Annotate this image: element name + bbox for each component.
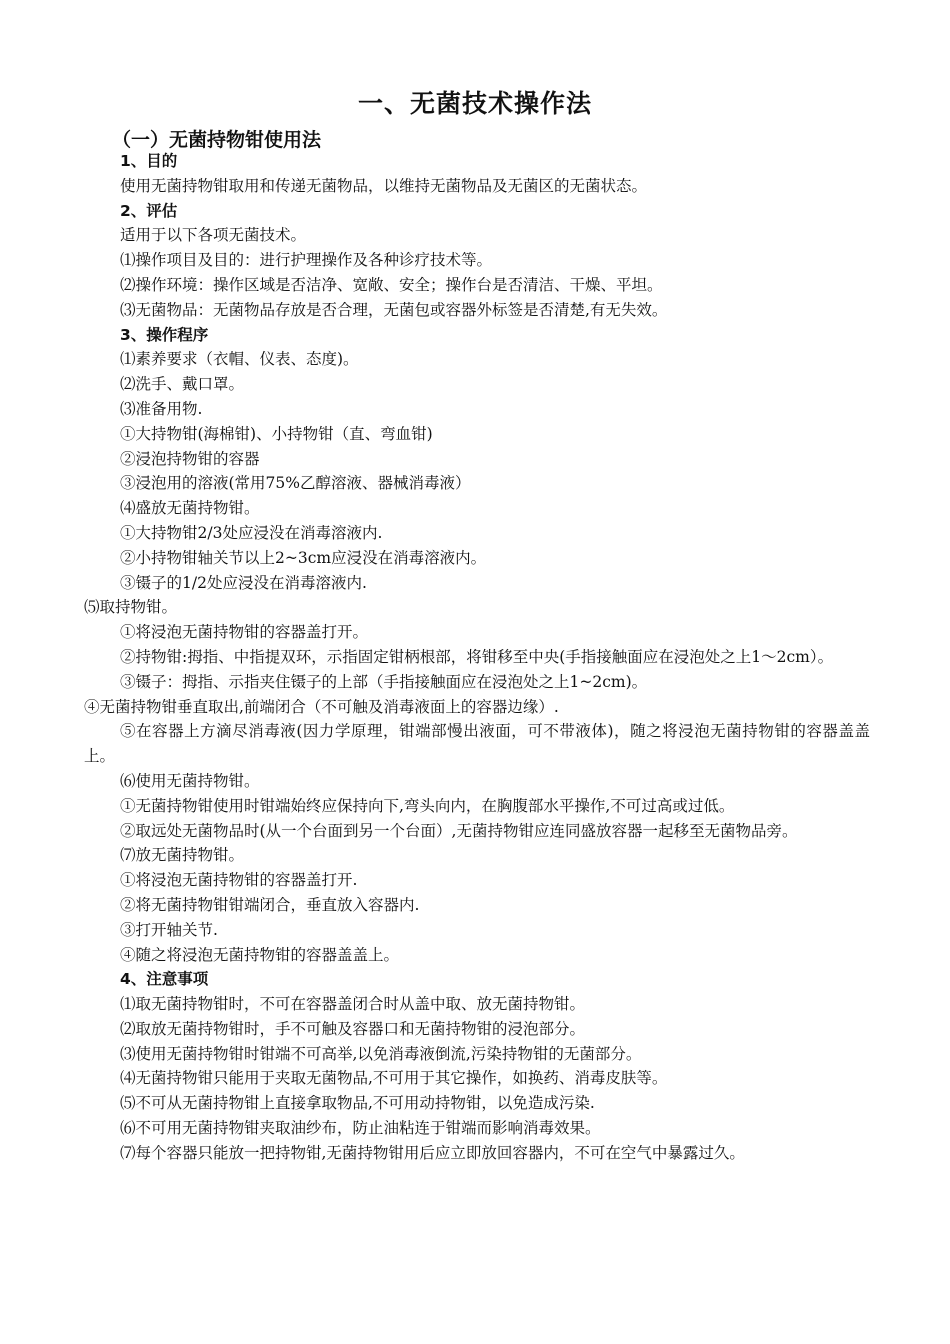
heading-assessment: 2、评估: [120, 201, 178, 220]
paragraph-line: ②将无菌持物钳钳端闭合，垂直放入容器内.: [120, 895, 420, 914]
paragraph-line: ⑷无菌持物钳只能用于夹取无菌物品,不可用于其它操作，如换药、消毒皮肤等。: [120, 1069, 668, 1088]
paragraph-line: ⑵洗手、戴口罩。: [120, 375, 245, 394]
paragraph-line: ①大持物钳(海棉钳)、小持物钳（直、弯血钳): [120, 424, 433, 443]
paragraph-line: ⑴取无菌持物钳时，不可在容器盖闭合时从盖中取、放无菌持物钳。: [120, 995, 586, 1014]
paragraph-line: ⑵取放无菌持物钳时，手不可触及容器口和无菌持物钳的浸泡部分。: [120, 1019, 586, 1038]
paragraph-wrapped: ②持物钳:拇指、中指提双环，示指固定钳柄根部，将钳移至中央(手指接触面应在浸泡处之上1～2cm）。: [120, 647, 834, 666]
paragraph-line: ③镊子的1/2处应浸没在消毒溶液内.: [120, 573, 367, 592]
paragraph-line: ②浸泡持物钳的容器: [120, 449, 260, 468]
paragraph-line: ①将浸泡无菌持物钳的容器盖打开.: [120, 871, 358, 890]
paragraph-line: ⑹使用无菌持物钳。: [120, 771, 260, 790]
paragraph-line: ③镊子：拇指、示指夹住镊子的上部（手指接触面应在浸泡处之上1~2cm)。: [120, 672, 648, 691]
paragraph-line: ⑴素养要求（衣帽、仪表、态度)。: [120, 350, 359, 369]
paragraph-line: ⑶无菌物品：无菌物品存放是否合理，无菌包或容器外标签是否清楚,有无失效。: [120, 300, 668, 319]
paragraph-wrapped: ②取远处无菌物品时(从一个台面到另一个台面）,无菌持物钳应连同盛放容器一起移至无菌物品旁。: [120, 821, 798, 840]
paragraph-line: ④随之将浸泡无菌持物钳的容器盖盖上。: [120, 945, 400, 964]
paragraph-line: ⑴操作项目及目的：进行护理操作及各种诊疗技术等。: [120, 251, 493, 270]
paragraph-wrapped: ⑤在容器上方滴尽消毒液(因力学原理，钳端部慢出液面，可不带液体)，随之将浸泡无菌持物钳的容器盖盖上。: [84, 722, 870, 766]
section-heading: （一）无菌持物钳使用法: [112, 129, 322, 151]
paragraph-wrapped: ⑺每个容器只能放一把持物钳,无菌持物钳用后应立即放回容器内，不可在空气中暴露过久。: [120, 1143, 745, 1162]
paragraph-line: ⑶准备用物.: [120, 399, 203, 418]
paragraph-line: 适用于以下各项无菌技术。: [120, 226, 307, 245]
document-title: 一、无菌技术操作法: [357, 89, 592, 118]
paragraph-line: ④无菌持物钳垂直取出,前端闭合（不可触及消毒液面上的容器边缘）.: [84, 697, 559, 716]
paragraph-line: ⑸不可从无菌持物钳上直接拿取物品,不可用动持物钳，以免造成污染.: [120, 1094, 595, 1113]
heading-procedure: 3、操作程序: [120, 325, 209, 344]
paragraph-line: 使用无菌持物钳取用和传递无菌物品，以维持无菌物品及无菌区的无菌状态。: [120, 176, 648, 195]
paragraph-line: ③打开轴关节.: [120, 920, 218, 939]
paragraph-line: ⑺放无菌持物钳。: [120, 846, 245, 865]
paragraph-line: ③浸泡用的溶液(常用75%乙醇溶液、器械消毒液）: [120, 474, 471, 493]
paragraph-line: ⑸取持物钳。: [84, 598, 178, 617]
heading-notes: 4、注意事项: [120, 970, 209, 989]
paragraph-line: ⑷盛放无菌持物钳。: [120, 499, 260, 518]
document-body: [84, 149, 870, 1166]
paragraph-line: ①将浸泡无菌持物钳的容器盖打开。: [120, 623, 369, 642]
paragraph-line: ⑵操作环境：操作区域是否洁净、宽敞、安全；操作台是否清洁、干燥、平坦。: [120, 275, 663, 294]
heading-purpose: 1、目的: [120, 152, 178, 170]
paragraph-line: ①大持物钳2/3处应浸没在消毒溶液内.: [120, 523, 383, 542]
paragraph-line: ②小持物钳轴关节以上2~3cm应浸没在消毒溶液内。: [120, 548, 487, 567]
paragraph-wrapped: ①无菌持物钳使用时钳端始终应保持向下,弯头向内，在胸腹部水平操作,不可过高或过低。: [120, 796, 735, 815]
paragraph-line: ⑹不可用无菌持物钳夹取油纱布，防止油粘连于钳端而影响消毒效果。: [120, 1119, 601, 1138]
paragraph-line: ⑶使用无菌持物钳时钳端不可高举,以免消毒液倒流,污染持物钳的无菌部分。: [120, 1044, 642, 1063]
